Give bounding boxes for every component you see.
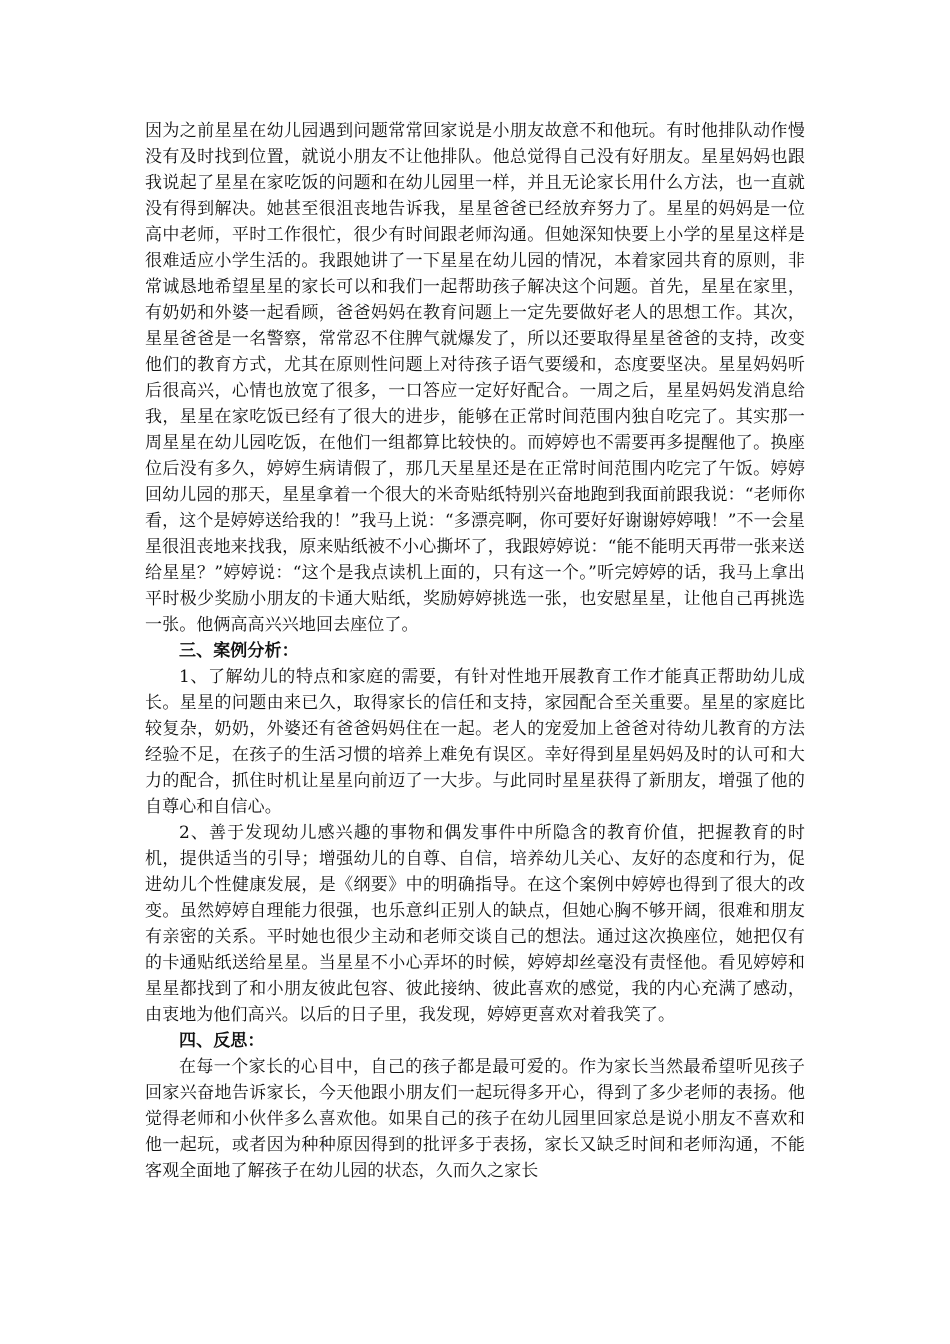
analysis-paragraph-2: 2、善于发现幼儿感兴趣的事物和偶发事件中所隐含的教育价值，把握教育的时机，提供适当的引导；增强幼儿的自尊、自信，培养幼儿关心、友好的态度和行为，促进幼儿个性健康发展，是《纲要》中的明确指导。在这个案例中婷婷也得到了很大的改变。虽然婷婷自理能力很强，也乐意纠正别人的缺点，但她心胸不够开阔，很难和朋友有亲密的关系。平时她也很少主动和老师交谈自己的想法。通过这次换座位，她把仅有的卡通贴纸送给星星。当星星不小心弄坏的时候，婷婷却丝毫没有责怪他。看见婷婷和星星都找到了和小朋友彼此包容、彼此接纳、彼此喜欢的感觉，我的内心充满了感动，由衷地为他们高兴。以后的日子里，我发现，婷婷更喜欢对着我笑了。	[145, 823, 805, 1025]
paragraph-continued: 因为之前星星在幼儿园遇到问题常常回家说是小朋友故意不和他玩。有时他排队动作慢没有及时找到位置，就说小朋友不让他排队。他总觉得自己没有好朋友。星星妈妈也跟我说起了星星在家吃饭的问题和在幼儿园里一样，并且无论家长用什么方法，也一直就没有得到解决。她甚至很沮丧地告诉我，星星爸爸已经放弃努力了。星星的妈妈是一位高中老师，平时工作很忙，很少有时间跟老师沟通。但她深知快要上小学的星星这样是很难适应小学生活的。我跟她讲了一下星星在幼儿园的情况，本着家园共育的原则，非常诚恳地希望星星的家长可以和我们一起帮助孩子解决这个问题。首先，星星在家里，有奶奶和外婆一起看顾，爸爸妈妈在教育问题上一定先要做好老人的思想工作。其次，星星爸爸是一名警察，常常忍不住脾气就爆发了，所以还要取得星星爸爸的支持，改变他们的教育方式，尤其在原则性问题上对待孩子语气要缓和，态度要坚决。星星妈妈听后很高兴，心情也放宽了很多，一口答应一定好好配合。一周之后，星星妈妈发消息给我，星星在家吃饭已经有了很大的进步，能够在正常时间范围内独自吃完了。其实那一周星星在幼儿园吃饭，在他们一组都算比较快的。而婷婷也不需要再多提醒他了。换座位后没有多久，婷婷生病请假了，那几天星星还是在正常时间范围内吃完了午饭。婷婷回幼儿园的那天，星星拿着一个很大的米奇贴纸特别兴奋地跑到我面前跟我说：“老师你看，这个是婷婷送给我的！”我马上说：“多漂亮啊，你可要好好谢谢婷婷哦！”不一会星星很沮丧地来找我，原来贴纸被不小心撕坏了，我跟婷婷说：“能不能明天再带一张来送给星星？”婷婷说：“这个是我点读机上面的，只有这一个。”听完婷婷的话，我马上拿出平时极少奖励小朋友的卡通大贴纸，奖励婷婷挑选一张，也安慰星星，让他自己再挑选一张。他俩高高兴兴地回去座位了。	[145, 121, 805, 635]
analysis-paragraph-1: 1、了解幼儿的特点和家庭的需要，有针对性地开展教育工作才能真正帮助幼儿成长。星星的问题由来已久，取得家长的信任和支持，家园配合至关重要。星星的家庭比较复杂，奶奶，外婆还有爸爸妈妈住在一起。老人的宠爱加上爸爸对待幼儿教育的方法经验不足，在孩子的生活习惯的培养上难免有误区。幸好得到星星妈妈及时的认可和大力的配合，抓住时机让星星向前迈了一大步。与此同时星星获得了新朋友，增强了他的自尊心和自信心。	[145, 667, 805, 817]
section-heading-analysis: 三、案例分析：	[179, 641, 299, 661]
reflection-paragraph-1: 在每一个家长的心目中，自己的孩子都是最可爱的。作为家长当然最希望听见孩子回家兴奋地告诉家长，今天他跟小朋友们一起玩得多开心，得到了多少老师的表扬。他觉得老师和小伙伴多么喜欢他。如果自己的孩子在幼儿园里回家总是说小朋友不喜欢和他一起玩，或者因为种种原因得到的批评多于表扬，家长又缺乏时间和老师沟通，不能客观全面地了解孩子在幼儿园的状态，久而久之家长	[145, 1057, 805, 1181]
document-body	[145, 118, 805, 1184]
section-heading-reflection: 四、反思：	[179, 1031, 265, 1051]
